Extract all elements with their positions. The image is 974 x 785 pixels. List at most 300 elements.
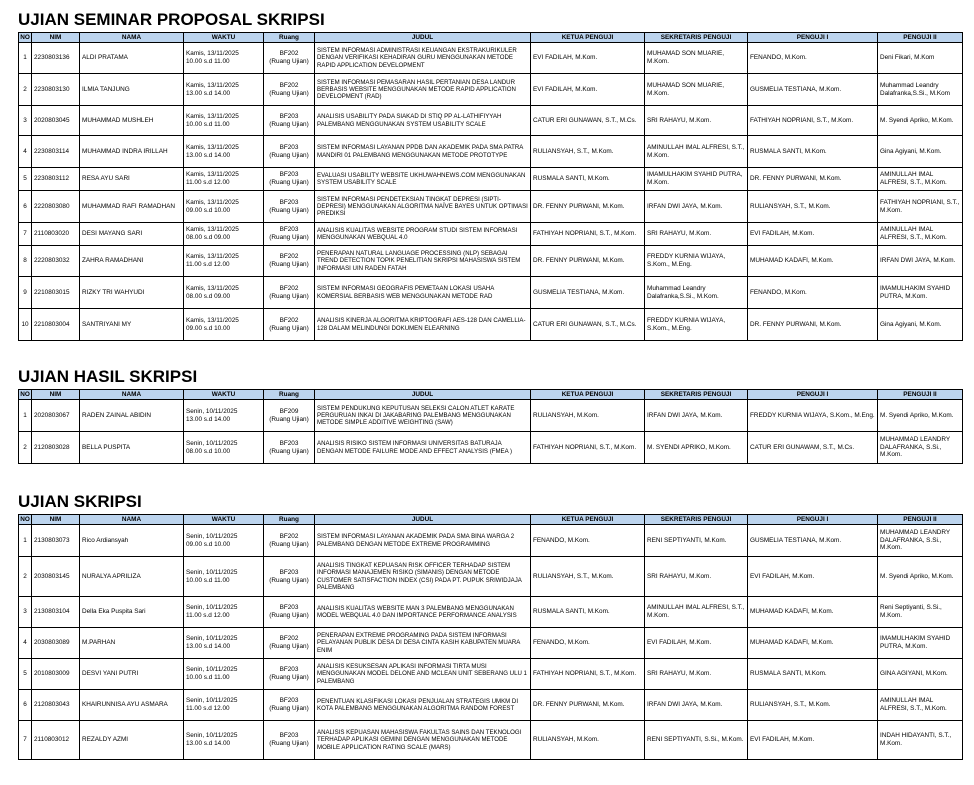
cell-nama xyxy=(80,223,184,246)
cell-waktu-text: 13.00 s.d 14.00 xyxy=(186,740,231,747)
cell-no xyxy=(19,432,32,464)
cell-ruang xyxy=(264,246,315,277)
cell-nim xyxy=(32,246,80,277)
cell-penguji-2-text: Gina Agiyani, M.Kom. xyxy=(880,147,942,155)
cell-waktu-text: Senin, 10/11/2025 xyxy=(186,732,238,740)
cell-waktu xyxy=(184,690,264,721)
cell-penguji-1 xyxy=(748,136,878,168)
section-title: UJIAN SKRIPSI xyxy=(18,492,142,511)
cell-sekretaris-penguji-text: MUHAMAD SON MUARIE, M.Kom. xyxy=(647,81,725,97)
cell-nim xyxy=(32,136,80,168)
cell-nama-text: ILMIA TANJUNG xyxy=(82,85,130,93)
cell-penguji-2 xyxy=(878,557,963,597)
cell-waktu xyxy=(184,277,264,309)
cell-judul-text: SISTEM INFORMASI ADMINISTRASI KEUANGAN EKSTRAKURIKULER DENGAN VERIFIKASI KEHADIRAN GURU MENGGUNAKAN METODE RAPID APPLICATION DEVELOPMENT xyxy=(317,47,517,69)
cell-sekretaris-penguji xyxy=(645,277,748,309)
cell-waktu xyxy=(184,659,264,690)
cell-penguji-1-text: FATHIYAH NOPRIANI, S.T., M.Kom. xyxy=(750,116,854,124)
header-nama: NAMA xyxy=(80,390,184,400)
cell-sekretaris-penguji xyxy=(645,400,748,432)
cell-nim xyxy=(32,277,80,309)
cell-ruang-text: BF202 xyxy=(279,284,299,292)
cell-waktu xyxy=(184,400,264,432)
cell-no xyxy=(19,136,32,168)
cell-sekretaris-penguji xyxy=(645,246,748,277)
section-title: UJIAN SEMINAR PROPOSAL SKRIPSI xyxy=(18,10,325,29)
cell-sekretaris-penguji-text: AMINULLAH IMAL ALFRESI, S.T., M.Kom. xyxy=(647,143,745,159)
cell-sekretaris-penguji xyxy=(645,74,748,106)
cell-nim xyxy=(32,43,80,74)
cell-ketua-penguji-text: DR. FENNY PURWANI, M.Kom. xyxy=(533,257,625,265)
cell-sekretaris-penguji xyxy=(645,223,748,246)
cell-judul-text: SISTEM INFORMASI LAYANAN AKADEMIK PADA SMA BINA WARGA 2 PALEMBANG DENGAN METODE EXTREME PROGRAMMING xyxy=(317,533,515,548)
header-ketua-penguji: KETUA PENGUJI xyxy=(531,515,645,525)
table-row xyxy=(19,721,963,760)
cell-penguji-2-text: MUHAMMAD LEANDRY DALAFRANKA, S.Si., M.Kom. xyxy=(880,529,951,552)
cell-ruang xyxy=(264,168,315,191)
cell-no xyxy=(19,557,32,597)
cell-no-text: 2 xyxy=(23,572,27,580)
table-row xyxy=(19,628,963,659)
cell-judul xyxy=(315,277,531,309)
cell-penguji-1 xyxy=(748,277,878,309)
header-no: NO xyxy=(20,515,30,523)
cell-ketua-penguji-text: RULIANSYAH, M.Kom. xyxy=(533,736,599,744)
cell-ketua-penguji xyxy=(531,557,645,597)
cell-nama xyxy=(80,400,184,432)
cell-waktu-text: 08.00 s.d 09.00 xyxy=(186,234,231,241)
cell-penguji-2 xyxy=(878,659,963,690)
cell-ketua-penguji xyxy=(531,168,645,191)
section-title: UJIAN HASIL SKRIPSI xyxy=(18,367,198,386)
cell-penguji-1 xyxy=(748,690,878,721)
cell-waktu-text: 11.00 s.d 12.00 xyxy=(186,261,230,268)
cell-waktu-text: 13.00 s.d 14.00 xyxy=(186,151,231,159)
header-nim: NIM xyxy=(32,515,80,525)
cell-judul-text: PENERAPAN EXTREME PROGRAMING PADA SISTEM INFORMASI PELAYANAN PUBLIK DESA DI DESA CINTA KASIH KABUPATEN MUARA ENIM xyxy=(317,632,520,654)
cell-penguji-1-text: MUHAMAD KADAFI, M.Kom. xyxy=(750,639,834,647)
cell-sekretaris-penguji xyxy=(645,309,748,341)
table-body xyxy=(19,525,963,760)
cell-nama-text: RESA AYU SARI xyxy=(82,175,130,183)
cell-ruang-text: (Ruang Ujian) xyxy=(269,206,309,214)
cell-penguji-1-text: RULIANSYAH, S.T., M.Kom. xyxy=(750,202,831,210)
cell-sekretaris-penguji-text: M. SYENDI APRIKO, M.Kom. xyxy=(647,443,731,451)
cell-sekretaris-penguji-text: IRFAN DWI JAYA, M.Kom. xyxy=(647,202,723,210)
cell-ketua-penguji-text: CATUR ERI GUNAWAN, S.T., M.Cs. xyxy=(533,320,637,328)
cell-penguji-2 xyxy=(878,721,963,760)
cell-ruang xyxy=(264,525,315,557)
cell-penguji-2 xyxy=(878,74,963,106)
cell-sekretaris-penguji-text: RENI SEPTIYANTI, M.Kom. xyxy=(647,536,727,544)
cell-judul xyxy=(315,525,531,557)
cell-waktu-text: Kamis, 13/11/2025 xyxy=(186,112,239,120)
cell-ruang-text: BF203 xyxy=(279,198,299,206)
cell-ruang-text: (Ruang Ujian) xyxy=(269,612,309,619)
cell-ketua-penguji-text: FENANDO, M.Kom. xyxy=(533,639,590,647)
cell-ruang-text: (Ruang Ujian) xyxy=(269,674,309,681)
cell-sekretaris-penguji xyxy=(645,721,748,760)
cell-sekretaris-penguji-text: RENI SEPTIYANTI, S.Si., M.Kom. xyxy=(647,736,744,744)
cell-ketua-penguji-text: FATHIYAH NOPRIANI, S.T., M.Kom. xyxy=(533,670,637,678)
cell-judul xyxy=(315,690,531,721)
cell-penguji-2 xyxy=(878,597,963,628)
cell-penguji-2 xyxy=(878,43,963,74)
header-no: NO xyxy=(20,33,30,41)
cell-ketua-penguji-text: RUSMALA SANTI, M.Kom. xyxy=(533,175,610,183)
cell-penguji-2-text: Reni Septiyanti, S.Si., M.Kom. xyxy=(880,604,942,619)
cell-no xyxy=(19,525,32,557)
cell-nama xyxy=(80,557,184,597)
header-waktu: WAKTU xyxy=(184,515,264,525)
cell-no xyxy=(19,400,32,432)
cell-ketua-penguji-text: CATUR ERI GUNAWAN, S.T., M.Cs. xyxy=(533,116,637,124)
cell-ketua-penguji-text: FATHIYAH NOPRIANI, S.T., M.Kom. xyxy=(533,443,637,451)
cell-nim-text: 2030803145 xyxy=(34,572,70,580)
header-nama: NAMA xyxy=(80,515,184,525)
cell-waktu-text: Kamis, 13/11/2025 xyxy=(186,50,239,58)
cell-ketua-penguji-text: GUSMELIA TESTIANA, M.Kom. xyxy=(533,288,625,296)
table-header xyxy=(19,515,963,525)
cell-waktu-text: Senin, 10/11/2025 xyxy=(186,635,238,643)
cell-waktu xyxy=(184,525,264,557)
cell-penguji-2 xyxy=(878,136,963,168)
cell-nim xyxy=(32,721,80,760)
cell-no-text: 7 xyxy=(23,230,27,238)
cell-waktu xyxy=(184,43,264,74)
cell-waktu-text: 11.00 s.d 12.00 xyxy=(186,179,230,186)
cell-waktu-text: 10.00 s.d 11.00 xyxy=(186,674,230,681)
cell-nama-text: MUHAMMAD RAFI RAMADHAN xyxy=(82,202,176,210)
cell-ketua-penguji xyxy=(531,106,645,136)
cell-no xyxy=(19,309,32,341)
cell-nama xyxy=(80,106,184,136)
cell-ruang xyxy=(264,721,315,760)
cell-waktu-text: Kamis, 13/11/2025 xyxy=(186,226,239,234)
cell-waktu xyxy=(184,168,264,191)
cell-waktu-text: 13.00 s.d 14.00 xyxy=(186,415,231,423)
cell-ruang-text: BF202 xyxy=(279,81,299,89)
cell-no-text: 1 xyxy=(23,536,27,544)
cell-ruang-text: (Ruang Ujian) xyxy=(269,643,309,650)
table-row xyxy=(19,246,963,277)
cell-waktu xyxy=(184,721,264,760)
cell-nim xyxy=(32,690,80,721)
table-body xyxy=(19,400,963,464)
cell-nim-text: 2110803020 xyxy=(34,230,70,238)
cell-no-text: 5 xyxy=(23,175,27,183)
cell-penguji-2 xyxy=(878,223,963,246)
cell-judul xyxy=(315,721,531,760)
header-penguji-2: PENGUJI II xyxy=(878,390,963,400)
cell-nama xyxy=(80,136,184,168)
cell-judul xyxy=(315,659,531,690)
cell-nama xyxy=(80,690,184,721)
header-judul: JUDUL xyxy=(315,33,531,43)
cell-judul xyxy=(315,74,531,106)
cell-sekretaris-penguji-text: AMINULLAH IMAL ALFRESI, S.T., M.Kom. xyxy=(647,604,745,619)
header-penguji-1: PENGUJI I xyxy=(748,33,878,43)
cell-ruang-text: BF202 xyxy=(279,316,299,324)
cell-nama xyxy=(80,191,184,223)
table-header xyxy=(19,33,963,43)
table-row xyxy=(19,690,963,721)
cell-judul-text: ANALISIS TINGKAT KEPUASAN RISK OFFICER TERHADAP SISTEM INFORMASI MANAJEMEN RISIKO (SIMANIS) DENGAN METODE CUSTOMER SATISFACTION INDEX (CSI) PADA PT. PUPUK SRIWIDJAJA PALEMBANG xyxy=(317,561,522,591)
cell-no xyxy=(19,597,32,628)
cell-judul-text: SISTEM INFORMASI PEMASARAN HASIL PERTANIAN DESA LANDUR BERBASIS WEBSITE MENGGUNAKAN METODE RAPID APPLICATION DEVELOPMENT (RAD) xyxy=(317,78,516,101)
header-row xyxy=(19,33,963,43)
table-body xyxy=(19,43,963,341)
cell-nim-text: 2230803130 xyxy=(34,85,70,93)
cell-nim xyxy=(32,191,80,223)
table-row xyxy=(19,659,963,690)
cell-waktu xyxy=(184,309,264,341)
cell-ruang-text: (Ruang Ujian) xyxy=(269,292,309,300)
cell-ruang-text: BF203 xyxy=(279,732,299,740)
cell-no-text: 7 xyxy=(23,736,27,744)
cell-ruang-text: (Ruang Ujian) xyxy=(269,324,309,332)
cell-penguji-1 xyxy=(748,400,878,432)
cell-nama-text: BELLA PUSPITA xyxy=(82,443,131,451)
cell-waktu-text: Kamis, 13/11/2025 xyxy=(186,198,239,206)
cell-nama-text: NURALYA APRILIZA xyxy=(82,572,141,580)
cell-sekretaris-penguji xyxy=(645,136,748,168)
cell-ketua-penguji xyxy=(531,721,645,760)
cell-ketua-penguji-text: RULIANSYAH, S.T., M.Kom. xyxy=(533,147,614,155)
cell-nama-text: M.PARHAN xyxy=(82,639,116,647)
cell-ruang-text: (Ruang Ujian) xyxy=(269,261,309,268)
cell-judul-text: SISTEM INFORMASI PENDETEKSIAN TINGKAT DEPRESI (SIPTI-DEPRESI) MENGGUNAKAN ALGORITMA NAÏVE BAYES UNTUK OPTIMASI PREDIKSI xyxy=(317,195,528,218)
cell-nama xyxy=(80,43,184,74)
header-no: NO xyxy=(20,390,30,398)
cell-waktu-text: Kamis, 13/11/2025 xyxy=(186,81,239,89)
cell-penguji-2 xyxy=(878,400,963,432)
cell-ruang xyxy=(264,106,315,136)
table-row xyxy=(19,74,963,106)
cell-penguji-2-text: INDAH HIDAYANTI, S.T., M.Kom. xyxy=(880,732,952,747)
cell-nim xyxy=(32,309,80,341)
cell-ruang-text: BF203 xyxy=(279,439,299,447)
cell-no xyxy=(19,690,32,721)
cell-no xyxy=(19,106,32,136)
table-row xyxy=(19,191,963,223)
cell-penguji-1-text: EVI FADILAH, M.Kom. xyxy=(750,736,815,744)
cell-ruang xyxy=(264,597,315,628)
cell-penguji-2-text: FATHIYAH NOPRIANI, S.T., M.Kom. xyxy=(880,198,960,214)
cell-ruang-text: BF202 xyxy=(279,50,299,58)
cell-penguji-1-text: DR. FENNY PURWANI, M.Kom. xyxy=(750,320,842,328)
cell-penguji-1 xyxy=(748,309,878,341)
cell-nim xyxy=(32,168,80,191)
cell-judul xyxy=(315,597,531,628)
cell-ruang-text: (Ruang Ujian) xyxy=(269,740,309,747)
cell-penguji-2-text: AMINULLAH IMAL ALFRESI, S.T., M.Kom. xyxy=(880,697,947,712)
cell-nim-text: 2230803112 xyxy=(34,175,70,183)
cell-no-text: 4 xyxy=(23,639,27,647)
cell-nim xyxy=(32,400,80,432)
cell-sekretaris-penguji xyxy=(645,597,748,628)
header-penguji-1: PENGUJI I xyxy=(748,515,878,525)
cell-penguji-2 xyxy=(878,246,963,277)
cell-sekretaris-penguji-text: Muhammad Leandry Dalafranka,S.Si., M.Kom. xyxy=(647,284,719,300)
cell-nim-text: 2230803136 xyxy=(34,54,70,62)
cell-penguji-2 xyxy=(878,168,963,191)
header-penguji-2: PENGUJI II xyxy=(878,515,963,525)
cell-nama xyxy=(80,74,184,106)
cell-ketua-penguji xyxy=(531,309,645,341)
cell-ruang-text: BF203 xyxy=(279,226,299,234)
header-nim: NIM xyxy=(32,390,80,400)
cell-ruang-text: BF203 xyxy=(279,697,299,705)
cell-no xyxy=(19,277,32,309)
cell-nim xyxy=(32,74,80,106)
cell-waktu xyxy=(184,628,264,659)
cell-penguji-1-text: MUHAMAD KADAFI, M.Kom. xyxy=(750,257,834,265)
cell-ruang xyxy=(264,223,315,246)
cell-ruang-text: BF202 xyxy=(279,635,299,643)
cell-waktu xyxy=(184,597,264,628)
cell-nama xyxy=(80,309,184,341)
cell-nim xyxy=(32,597,80,628)
cell-ketua-penguji xyxy=(531,525,645,557)
cell-penguji-1 xyxy=(748,106,878,136)
cell-ruang xyxy=(264,136,315,168)
cell-judul-text: SISTEM INFORMASI LAYANAN PPDB DAN AKADEMIK PADA SMA PATRA MANDIRI 01 PALEMBANG MENGGUNAKAN METODE PROTOTYPE xyxy=(317,144,523,159)
cell-waktu xyxy=(184,74,264,106)
cell-waktu xyxy=(184,432,264,464)
cell-penguji-2 xyxy=(878,432,963,464)
cell-ruang-text: BF203 xyxy=(279,143,299,151)
table-row xyxy=(19,432,963,464)
header-sekretaris-penguji: SEKRETARIS PENGUJI xyxy=(645,390,748,400)
cell-nim-text: 2010803009 xyxy=(34,670,70,678)
cell-ruang xyxy=(264,277,315,309)
cell-ruang xyxy=(264,309,315,341)
cell-sekretaris-penguji xyxy=(645,43,748,74)
cell-penguji-2-text: MUHAMMAD LEANDRY DALAFRANKA, S.Si., M.Kom. xyxy=(880,436,951,459)
cell-nama-text: KHAIRUNNISA AYU ASMARA xyxy=(82,701,168,709)
cell-penguji-2-text: IMAMULHAKIM SYAHID PUTRA, M.Kom. xyxy=(880,284,951,300)
cell-nama xyxy=(80,432,184,464)
cell-ketua-penguji xyxy=(531,43,645,74)
header-penguji-2: PENGUJI II xyxy=(878,33,963,43)
cell-ruang-text: (Ruang Ujian) xyxy=(269,415,309,423)
cell-judul-text: ANALISIS KINERJA ALGORITMA KRIPTOGRAFI AES-128 DAN CAMELLIA-128 DALAM MELINDUNGI DOKUMEN ELEARNING xyxy=(317,317,526,332)
cell-judul-text: ANALISIS KUALITAS WEBSITE PROGRAM STUDI SISTEM INFORMASI MENGGUNAKAN WEBQUAL 4.0 xyxy=(317,226,518,241)
cell-judul-text: ANALISIS KESUKSESAN APLIKASI INFORMASI TIRTA MUSI MENGGUNAKAN MODEL DELONE AND MCLEAN UNIT SEBERANG ULU 1 PALEMBANG xyxy=(317,663,527,685)
cell-waktu-text: 09.00 s.d 10.00 xyxy=(186,206,231,214)
cell-penguji-1-text: FREDDY KURNIA WIJAYA, S.Kom., M.Eng. xyxy=(750,411,875,419)
cell-ruang-text: (Ruang Ujian) xyxy=(269,58,309,65)
cell-no-text: 6 xyxy=(23,202,27,210)
cell-nama xyxy=(80,246,184,277)
cell-penguji-2-text: Muhammad Leandry Dalafranka,S.Si., M.Kom xyxy=(880,81,950,97)
cell-ketua-penguji xyxy=(531,597,645,628)
cell-sekretaris-penguji xyxy=(645,106,748,136)
cell-nama-text: REZALDY AZMI xyxy=(82,736,129,744)
cell-judul-text: EVALUASI USABILITY WEBSITE UKHUWAHNEWS.COM MENGGUNAKAN SYSTEM USABILITY SCALE xyxy=(317,171,526,186)
cell-ruang xyxy=(264,400,315,432)
cell-penguji-1 xyxy=(748,432,878,464)
cell-nim xyxy=(32,223,80,246)
cell-nama-text: MUHAMMAD INDRA IRILLAH xyxy=(82,147,168,155)
cell-penguji-1-text: FENANDO, M.Kom. xyxy=(750,288,807,296)
cell-ruang xyxy=(264,628,315,659)
cell-no-text: 2 xyxy=(23,443,27,451)
cell-waktu-text: 09.00 s.d 10.00 xyxy=(186,324,231,332)
cell-waktu xyxy=(184,557,264,597)
cell-nim xyxy=(32,106,80,136)
cell-penguji-1-text: MUHAMAD KADAFI, M.Kom. xyxy=(750,608,834,616)
cell-penguji-2-text: IMAMULHAKIM SYAHID PUTRA, M.Kom. xyxy=(880,635,951,650)
cell-waktu-text: 10.00 s.d 11.00 xyxy=(186,58,230,65)
cell-no-text: 8 xyxy=(23,257,27,265)
cell-ketua-penguji xyxy=(531,74,645,106)
cell-penguji-2-text: M. Syendi Apriko, M.Kom. xyxy=(880,116,954,124)
cell-ketua-penguji xyxy=(531,400,645,432)
cell-waktu-text: 13.00 s.d 14.00 xyxy=(186,643,231,650)
cell-penguji-1-text: CATUR ERI GUNAWAM, S.T., M.Cs. xyxy=(750,443,855,451)
cell-judul-text: PENERAPAN NATURAL LANGUAGE PROCESSING (NLP) SEBAGAI TREND DETECTION TOPIK PENELITIAN SKRIPSI MAHASISWA SISTEM INFORMASI UIN RADEN FATAH xyxy=(317,250,521,272)
cell-waktu-text: 09.00 s.d 10.00 xyxy=(186,540,231,548)
cell-waktu-text: Kamis, 13/11/2025 xyxy=(186,171,239,179)
cell-penguji-1 xyxy=(748,246,878,277)
cell-ketua-penguji xyxy=(531,432,645,464)
cell-nama-text: Della Eka Puspita Sari xyxy=(82,608,146,616)
header-ketua-penguji: KETUA PENGUJI xyxy=(531,390,645,400)
cell-penguji-1 xyxy=(748,628,878,659)
cell-penguji-2 xyxy=(878,525,963,557)
cell-ruang-text: (Ruang Ujian) xyxy=(269,540,309,548)
cell-judul xyxy=(315,168,531,191)
cell-nama-text: RIZKY TRI WAHYUDI xyxy=(82,288,145,296)
cell-ketua-penguji-text: DR. FENNY PURWANI, M.Kom. xyxy=(533,701,625,709)
cell-nim-text: 2110803012 xyxy=(34,736,70,744)
cell-penguji-1-text: FENANDO, M.Kom. xyxy=(750,54,807,62)
cell-no-text: 6 xyxy=(23,701,27,709)
cell-nama xyxy=(80,628,184,659)
cell-no xyxy=(19,246,32,277)
cell-no-text: 3 xyxy=(23,608,27,616)
cell-nama-text: SANTRIYANI MY xyxy=(82,320,132,328)
header-judul: JUDUL xyxy=(315,390,531,400)
cell-ruang-text: BF209 xyxy=(279,407,299,415)
cell-ketua-penguji-text: EVI FADILAH, M.Kom. xyxy=(533,54,598,62)
cell-judul-text: SISTEM INFORMASI GEOGRAFIS PEMETAAN LOKASI USAHA KOMERSIAL BERBASIS WEB MENGGUNAKAN METODE RAD xyxy=(317,285,494,300)
cell-nama xyxy=(80,277,184,309)
cell-no-text: 4 xyxy=(23,147,27,155)
cell-penguji-2 xyxy=(878,628,963,659)
cell-penguji-2-text: GINA AGIYANI, M.Kom. xyxy=(880,670,948,678)
cell-sekretaris-penguji xyxy=(645,432,748,464)
cell-penguji-2 xyxy=(878,191,963,223)
cell-waktu-text: Senin, 10/11/2025 xyxy=(186,532,238,540)
table-row xyxy=(19,136,963,168)
cell-nim xyxy=(32,525,80,557)
cell-judul xyxy=(315,136,531,168)
cell-penguji-1 xyxy=(748,191,878,223)
table-row xyxy=(19,597,963,628)
cell-penguji-2-text: Gina Agiyani, M.Kom. xyxy=(880,320,942,328)
cell-penguji-1 xyxy=(748,557,878,597)
table-row xyxy=(19,525,963,557)
header-ruang: Ruang xyxy=(264,33,315,43)
cell-nim xyxy=(32,432,80,464)
cell-ketua-penguji-text: EVI FADILAH, M.Kom. xyxy=(533,85,598,93)
cell-nim-text: 2130803073 xyxy=(34,536,70,544)
cell-ketua-penguji xyxy=(531,659,645,690)
header-nama: NAMA xyxy=(80,33,184,43)
